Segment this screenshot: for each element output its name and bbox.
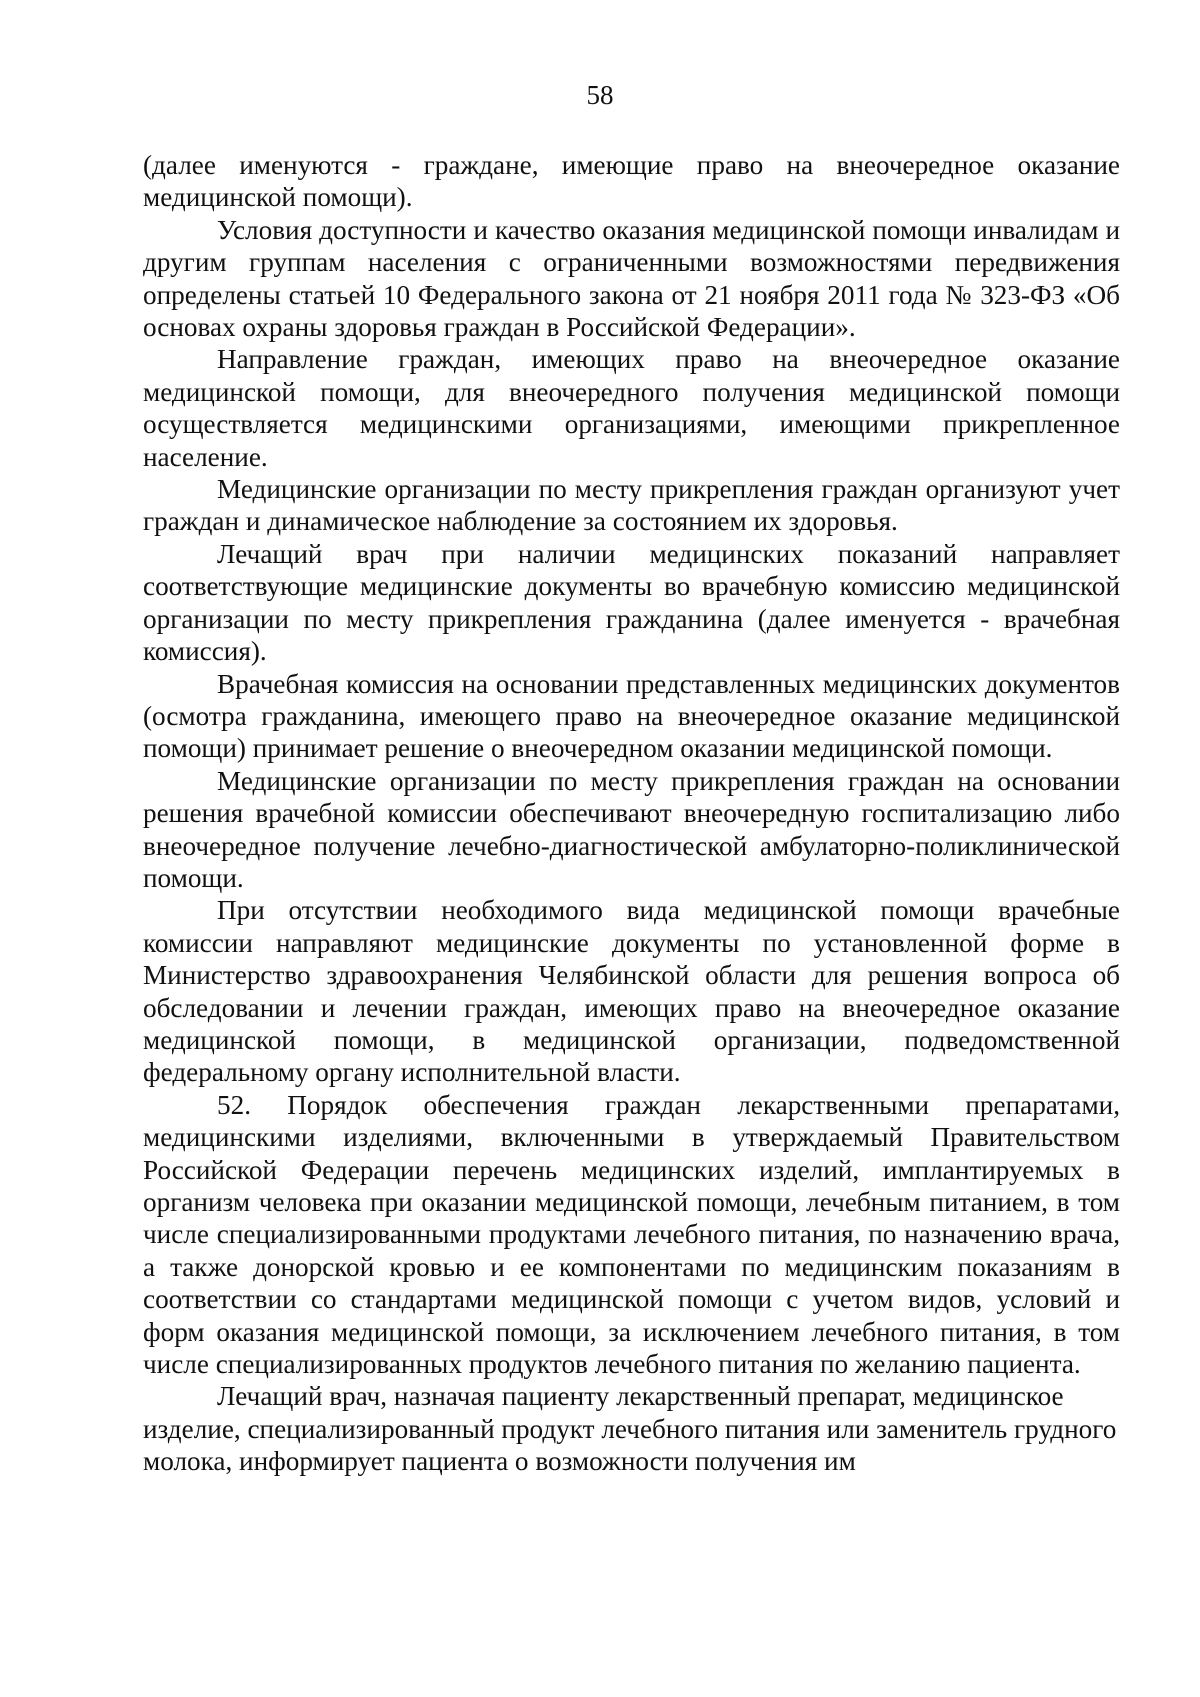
paragraph-continuation: (далее именуются - граждане, имеющие право на внеочередное оказание медицинской помощи). [143,150,1120,213]
paragraph-prescription: Лечащий врач, назначая пациенту лекарственный препарат, медицинское изделие, специализированный продукт лечебного питания или заменитель грудного молока, информирует пациента о возможности получения им [143,1381,1117,1477]
paragraph-referral: Направление граждан, имеющих право на внеочередное оказание медицинской помощи, для внеочередного получения медицинской помощи осуществляется медицинскими организациями, имеющими прикрепленное население. [143,344,1120,472]
document-body [143,149,1120,1478]
paragraph-hospitalization: Медицинские организации по месту прикрепления граждан на основании решения врачебной комиссии обеспечивают внеочередную госпитализацию либо внеочередное получение лечебно-диагностической амбулаторно-поликлинической помощи. [143,765,1120,893]
paragraph-attending-physician: Лечащий врач при наличии медицинских показаний направляет соответствующие медицинские документы во врачебную комиссию медицинской организации по месту прикрепления гражданина (далее именуется - врачебная комиссия). [143,538,1120,667]
paragraph-section-52: 52. Порядок обеспечения граждан лекарственными препаратами, медицинскими изделиями, включенными в утверждаемый Правительством Российской Федерации перечень медицинских изделий, имплантируемых в организм человека при оказании медицинской помощи, лечебным питанием, в том числе специализированными продуктами лечебного питания, по назначению врача, а также донорской кровью и ее компонентами по медицинским показаниям в соответствии со стандартами медицинской помощи с учетом видов, условий и форм оказания медицинской помощи, за исключением лечебного питания, в том числе специализированных продуктов лечебного питания по желанию пациента. [143,1089,1120,1380]
paragraph-absence-of-care: При отсутствии необходимого вида медицинской помощи врачебные комиссии направляют медицинские документы по установленной форме в Министерство здравоохранения Челябинской области для решения вопроса об обследовании и лечении граждан, имеющих право на внеочередное оказание медицинской помощи, в медицинской организации, подведомственной федеральному органу исполнительной власти. [143,895,1120,1088]
paragraph-registration: Медицинские организации по месту прикрепления граждан организуют учет граждан и динамическое наблюдение за состоянием их здоровья. [143,474,1120,537]
paragraph-accessibility-conditions: Условия доступности и качество оказания медицинской помощи инвалидам и другим группам населения с ограниченными возможностями передвижения определены статьей 10 Федерального закона от 21 ноября 2011 года № 323-ФЗ «Об основах охраны здоровья граждан в Российской Федерации». [143,214,1120,343]
page-number: 58 [586,80,614,110]
paragraph-medical-commission: Врачебная комиссия на основании представленных медицинских документов (осмотра гражданина, имеющего право на внеочередное оказание медицинской помощи) принимает решение о внеочередном оказании медицинской помощи. [143,668,1120,764]
